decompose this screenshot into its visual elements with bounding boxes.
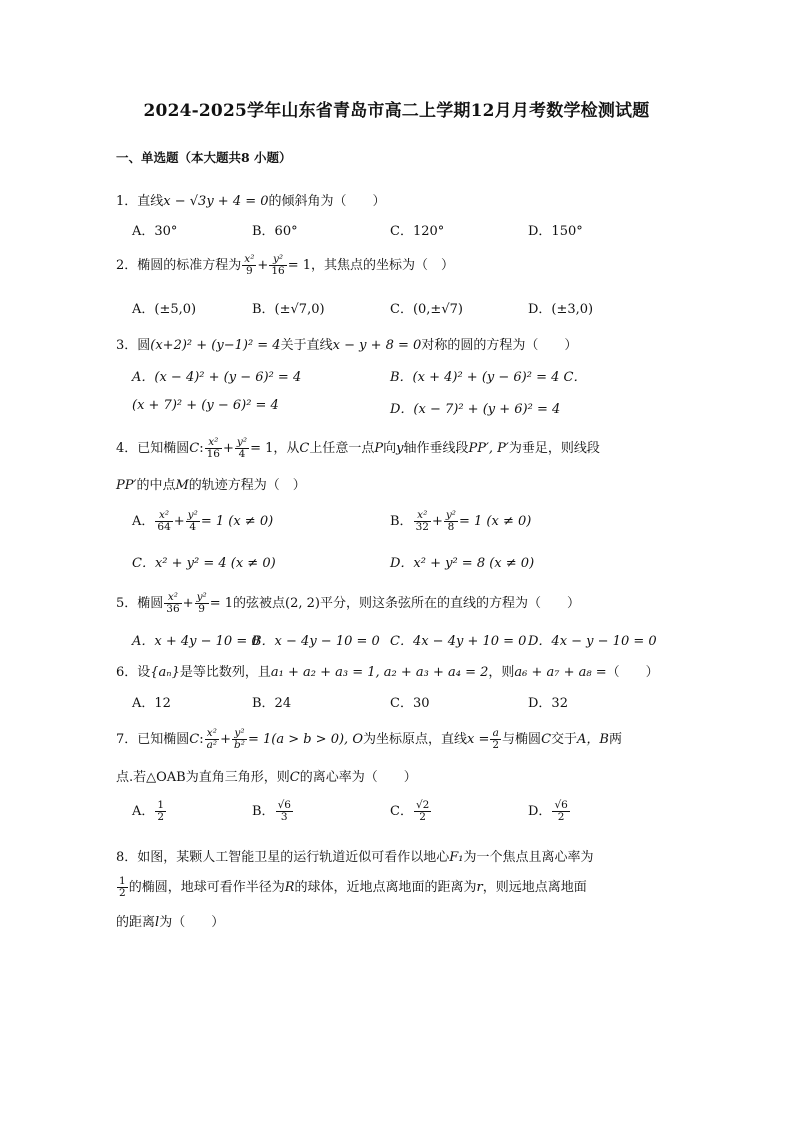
q2-option-d[interactable]: D．(±3,0) [528, 302, 594, 317]
question-6-options [132, 692, 692, 712]
question-4-options-row1 [132, 509, 692, 533]
question-8-line3: 的距离l为（ ） [116, 915, 225, 930]
question-7-options [132, 799, 692, 823]
question-2-options [132, 298, 692, 318]
question-3-options-row2 [132, 398, 692, 418]
question-7: 7．已知椭圆C: $\frac{\text{x²}}{\text{a²}}$ + $\frac{\text{y²}}{\text{b²}}$ = 1(a > b > 0), O为坐标原点，直线x = $\frac{a}{2}$ 与椭圆C交于A，B两 [116, 727, 622, 751]
question-1-options [132, 220, 692, 240]
q4-option-a[interactable]: A． $\frac{\text{x²}}{64}$ + $\frac{\text{y²}}{4}$ = 1 (x ≠ 0) [132, 509, 274, 533]
q1-option-c[interactable]: C．120° [390, 224, 445, 239]
q2-option-b[interactable]: B．(±√7,0) [252, 302, 325, 317]
q2-fraction-x: $\frac{\text{x²}}{9}$ [244, 253, 255, 277]
q7-option-d[interactable]: D． $\frac{√6}{2}$ [528, 799, 568, 823]
q6-option-a[interactable]: A．12 [132, 696, 171, 711]
question-1: 1．直线x − √3y + 4 = 0的倾斜角为（ ） [116, 194, 386, 209]
q6-option-b[interactable]: B．24 [252, 696, 292, 711]
q1-option-a[interactable]: A．30° [132, 224, 178, 239]
q5-option-d[interactable]: D．4x − y − 10 = 0 [528, 634, 657, 649]
q3-option-b[interactable]: B．(x + 4)² + (y − 6)² = 4 C． [390, 370, 587, 385]
q1-option-b[interactable]: B．60° [252, 224, 298, 239]
question-8-line2: $\frac{1}{2}$ 的椭圆，地球可看作半径为R的球体，近地点离地面的距离为r，则远地点离地面 [119, 875, 587, 899]
q7-option-c[interactable]: C． $\frac{√2}{2}$ [390, 799, 430, 823]
q2-option-c[interactable]: C．(0,±√7) [390, 302, 463, 317]
question-8: 8．如图，某颗人工智能卫星的运行轨道近似可看作以地心F₁为一个焦点且离心率为 [116, 850, 594, 865]
q5-option-c[interactable]: C．4x − 4y + 10 = 0 [390, 634, 527, 649]
question-4: 4．已知椭圆C: $\frac{\text{x²}}{16}$ + $\frac{\text{y²}}{4}$ = 1，从C上任意一点P向y轴作垂线段PP′, P′为垂足，则线段 [116, 436, 600, 460]
q3-line-equation: x − y + 8 = 0 [332, 338, 422, 353]
q5-option-b[interactable]: B．x − 4y − 10 = 0 [252, 634, 380, 649]
q7-option-b[interactable]: B． $\frac{√6}{3}$ [252, 799, 291, 823]
q3-option-c[interactable]: (x + 7)² + (y − 6)² = 4 [132, 398, 279, 413]
q6-option-d[interactable]: D．32 [528, 696, 568, 711]
question-3: 3．圆(x+2)² + (y−1)² = 4关于直线x − y + 8 = 0对称的圆的方程为（ ） [116, 338, 578, 353]
q3-circle-equation: (x+2)² + (y−1)² = 4 [150, 338, 281, 353]
q5-option-a[interactable]: A．x + 4y − 10 = 0 [132, 634, 260, 649]
question-7-line2: 点.若△OAB为直角三角形，则C的离心率为（ ） [116, 770, 417, 785]
q1-option-d[interactable]: D．150° [528, 224, 583, 239]
question-3-options-row1 [132, 366, 692, 386]
page-title: 2024-2025学年山东省青岛市高二上学期12月月考数学检测试题 [143, 101, 650, 121]
question-4-options-row2 [132, 552, 692, 572]
q6-option-c[interactable]: C．30 [390, 696, 430, 711]
q2-option-a[interactable]: A．(±5,0) [132, 302, 197, 317]
q1-equation: x − √3y + 4 = 0 [163, 194, 269, 209]
section-heading: 一、单选题（本大题共8 小题） [116, 150, 292, 165]
q4-option-c[interactable]: C．x² + y² = 4 (x ≠ 0) [132, 556, 276, 571]
q3-option-a[interactable]: A．(x − 4)² + (y − 6)² = 4 [132, 370, 302, 385]
question-6: 6．设{aₙ}是等比数列，且a₁ + a₂ + a₃ = 1, a₂ + a₃ + a₄ = 2，则a₆ + a₇ + a₈ =（ ） [116, 665, 659, 680]
q7-option-a[interactable]: A． $\frac{1}{2}$ [132, 799, 165, 823]
question-2: 2．椭圆的标准方程为 $\frac{\text{x²}}{9}$ + $\frac{\text{y²}}{16}$ = 1，其焦点的坐标为（ ） [116, 253, 455, 277]
question-4-line2: PP′的中点M的轨迹方程为（ ） [116, 478, 306, 493]
q4-option-d[interactable]: D．x² + y² = 8 (x ≠ 0) [390, 556, 535, 571]
q3-option-d[interactable]: D．(x − 7)² + (y + 6)² = 4 [390, 402, 561, 417]
question-5: 5．椭圆 $\frac{\text{x²}}{36}$ + $\frac{\text{y²}}{9}$ = 1的弦被点(2, 2)平分，则这条弦所在的直线的方程为（ ） [116, 591, 580, 615]
q4-option-b[interactable]: B． $\frac{\text{x²}}{32}$ + $\frac{\text{y²}}{8}$ = 1 (x ≠ 0) [390, 509, 532, 533]
question-5-options [132, 630, 692, 650]
q2-fraction-y: $\frac{\text{y²}}{16}$ [271, 253, 285, 277]
